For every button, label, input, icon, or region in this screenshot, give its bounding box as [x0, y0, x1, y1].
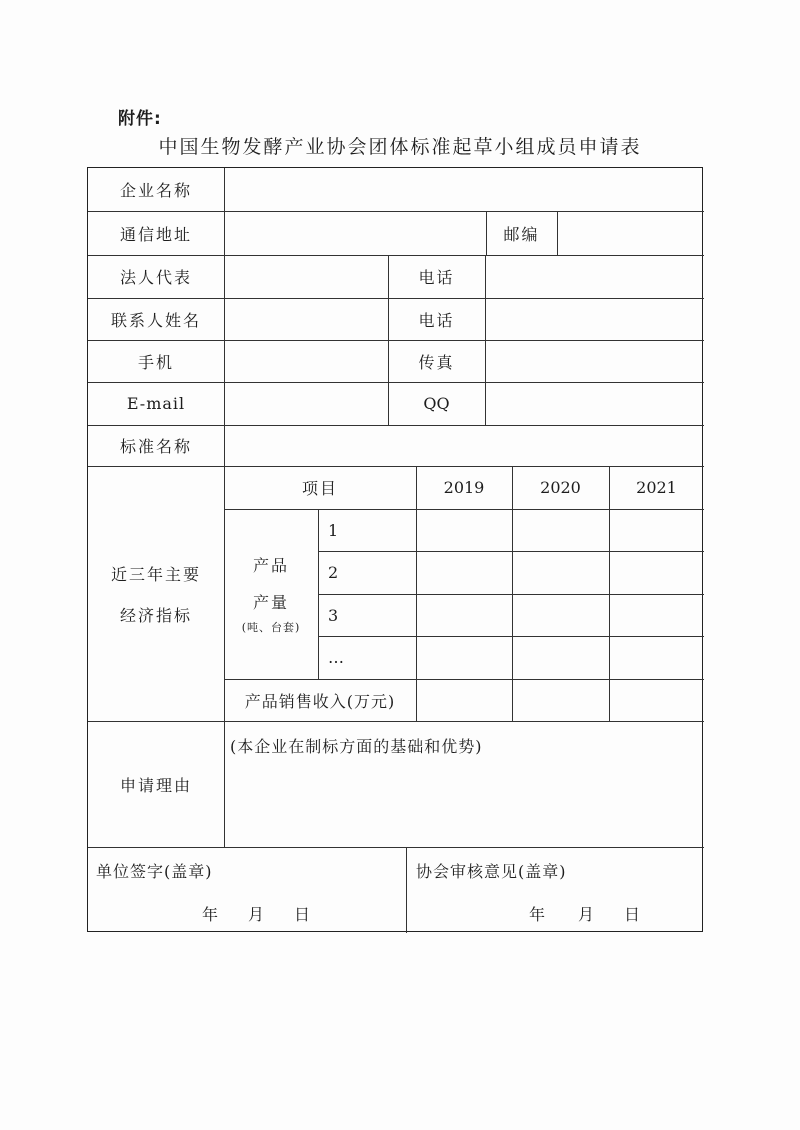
association-review-label: 协会审核意见(盖章)	[416, 862, 567, 881]
standard-name-field[interactable]	[224, 425, 704, 466]
address-label: 通信地址	[119, 224, 192, 244]
mobile-label: 手机	[137, 352, 174, 372]
reason-label: 申请理由	[119, 775, 192, 795]
email-label: E-mail	[126, 394, 186, 413]
unit-date-year: 年	[202, 905, 219, 924]
economic-indicators-line1: 近三年主要	[110, 564, 201, 584]
economic-indicators-line2: 经济指标	[119, 605, 192, 625]
legal-rep-field[interactable]	[224, 255, 388, 298]
mobile-field[interactable]	[224, 340, 388, 382]
attachment-label: 附件:	[118, 109, 162, 129]
fax-field[interactable]	[485, 340, 704, 382]
association-date-year: 年	[529, 905, 546, 924]
application-form-table	[87, 167, 703, 932]
company-name-label: 企业名称	[119, 181, 192, 200]
qq-label: QQ	[423, 394, 450, 413]
unit-date-day: 日	[294, 905, 311, 924]
item-header: 项目	[301, 479, 338, 498]
year-2021-header: 2021	[636, 478, 677, 497]
phone-label: 电话	[418, 268, 455, 287]
email-field[interactable]	[224, 382, 388, 425]
unit-signature-label: 单位签字(盖章)	[96, 862, 213, 881]
product-label: 产品	[252, 556, 289, 575]
fax-label: 传真	[418, 352, 455, 372]
product-row-3: 3	[328, 605, 339, 625]
economic-indicators-label	[88, 466, 224, 721]
sales-revenue-label: 产品销售收入(万元)	[244, 691, 396, 711]
product-row-2: 2	[328, 563, 339, 582]
product-row-1: 1	[328, 520, 339, 540]
reason-hint: (本企业在制标方面的基础和优势)	[230, 737, 483, 756]
company-name-field[interactable]	[224, 168, 704, 211]
output-label: 产量	[252, 593, 289, 612]
contact-name-field[interactable]	[224, 298, 388, 340]
postcode-field[interactable]	[557, 211, 704, 255]
postcode-label: 邮编	[503, 224, 540, 244]
address-field[interactable]	[224, 211, 486, 255]
year-2020-header: 2020	[540, 478, 581, 497]
product-output-label	[224, 509, 318, 679]
year-2019-header: 2019	[443, 478, 485, 497]
standard-name-label: 标准名称	[119, 437, 192, 456]
form-title: 中国生物发酵产业协会团体标准起草小组成员申请表	[158, 136, 642, 158]
unit-date-month: 月	[248, 905, 265, 924]
output-unit-label: (吨、台套)	[241, 621, 301, 634]
legal-rep-label: 法人代表	[119, 268, 192, 287]
association-date-day: 日	[624, 905, 641, 924]
phone-field[interactable]	[485, 255, 704, 298]
contact-phone-label: 电话	[418, 310, 455, 330]
qq-field[interactable]	[485, 382, 704, 425]
contact-name-label: 联系人姓名	[110, 310, 201, 330]
product-row-more: …	[328, 648, 344, 667]
contact-phone-field[interactable]	[485, 298, 704, 340]
association-date-month: 月	[578, 905, 595, 924]
